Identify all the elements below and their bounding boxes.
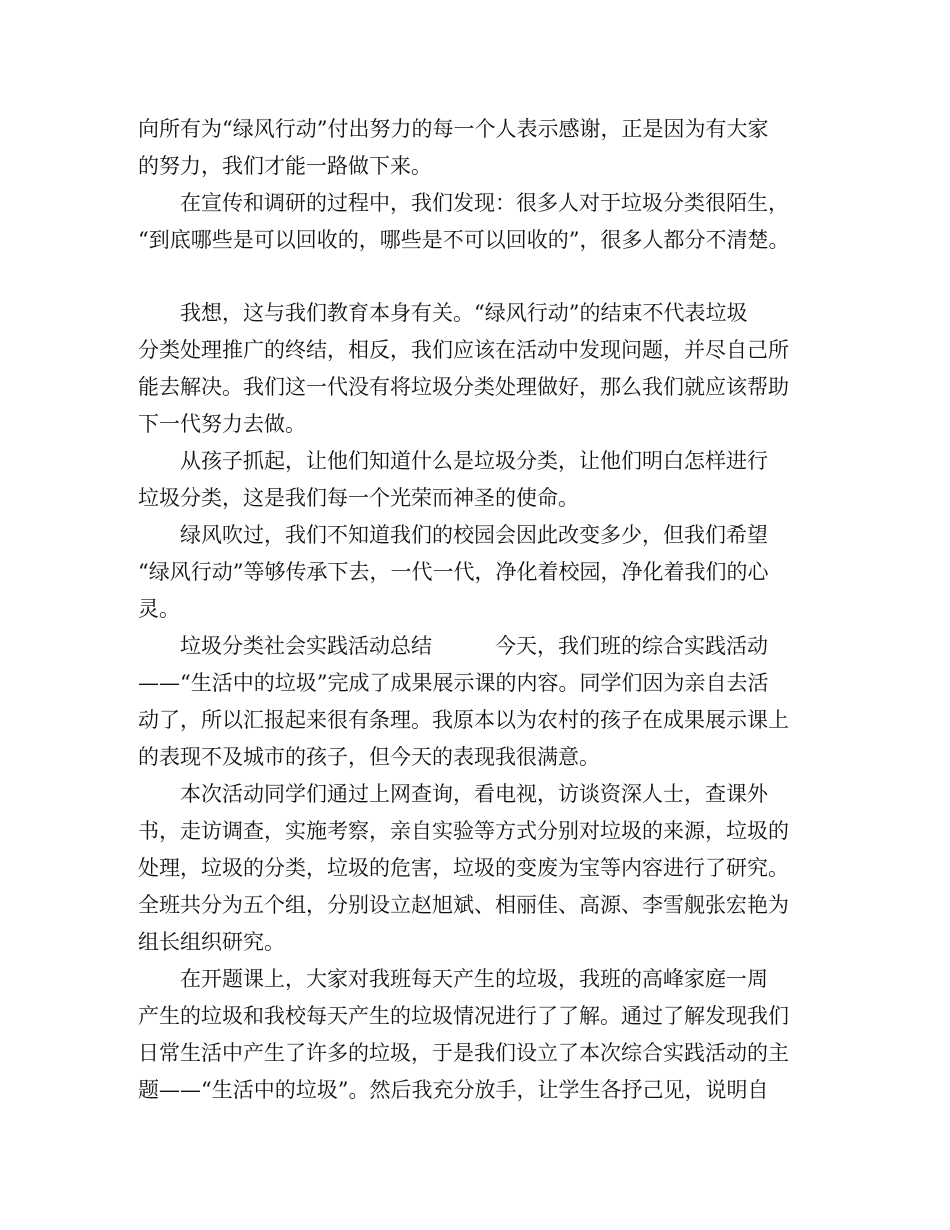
text-line: 向所有为“绿风行动”付出努力的每一个人表示感谢，正是因为有大家: [138, 117, 769, 141]
text-line: 处理，垃圾的分类，垃圾的危害，垃圾的变废为宝等内容进行了研究。: [138, 856, 789, 880]
text-line: “到底哪些是可以回收的，哪些是不可以回收的”，很多人都分不清楚。: [138, 228, 790, 252]
text-line: 动了，所以汇报起来很有条理。我原本以为农村的孩子在成果展示课上: [138, 708, 789, 732]
text-line: 题——“生活中的垃圾”。然后我充分放手，让学生各抒己见，说明自: [138, 1078, 769, 1102]
text-line: 能去解决。我们这一代没有将垃圾分类处理做好，那么我们就应该帮助: [138, 375, 789, 399]
text-line: ——“生活中的垃圾”完成了成果展示课的内容。同学们因为亲自去活: [138, 671, 769, 695]
text-line: 书，走访调查，实施考察，亲自实验等方式分别对垃圾的来源，垃圾的: [138, 819, 789, 843]
text-line: 组长组织研究。: [138, 930, 285, 954]
text-line: 从孩子抓起，让他们知道什么是垃圾分类，让他们明白怎样进行: [138, 449, 768, 473]
text-line: 本次活动同学们通过上网查询，看电视，访谈资深人士，查课外: [138, 782, 768, 806]
text-line: 日常生活中产生了许多的垃圾，于是我们设立了本次综合实践活动的主: [138, 1041, 789, 1065]
text-line: 我想，这与我们教育本身有关。“绿风行动”的结束不代表垃圾: [138, 301, 748, 325]
text-line: “绿风行动”等够传承下去，一代一代，净化着校园，净化着我们的心: [138, 560, 769, 584]
text-line: 的表现不及城市的孩子，但今天的表现我很满意。: [138, 745, 600, 769]
text-line: 在开题课上，大家对我班每天产生的垃圾，我班的高峰家庭一周: [138, 967, 768, 991]
text-line: 在宣传和调研的过程中，我们发现：很多人对于垃圾分类很陌生，: [138, 191, 789, 215]
text-line: 分类处理推广的终结，相反，我们应该在活动中发现问题，并尽自己所: [138, 338, 789, 362]
text-line: 下一代努力去做。: [138, 412, 306, 436]
text-line: 绿风吹过，我们不知道我们的校园会因此改变多少，但我们希望: [138, 523, 768, 547]
text-line: 灵。: [138, 597, 180, 621]
text-line: 的努力，我们才能一路做下来。: [138, 154, 432, 178]
text-line: 垃圾分类社会实践活动总结 今天，我们班的综合实践活动: [138, 634, 768, 658]
text-line: 垃圾分类，这是我们每一个光荣而神圣的使命。: [138, 486, 579, 510]
text-line: 全班共分为五个组，分别设立赵旭斌、相丽佳、高源、李雪舰张宏艳为: [138, 893, 789, 917]
text-line: 产生的垃圾和我校每天产生的垃圾情况进行了了解。通过了解发现我们: [138, 1004, 789, 1028]
